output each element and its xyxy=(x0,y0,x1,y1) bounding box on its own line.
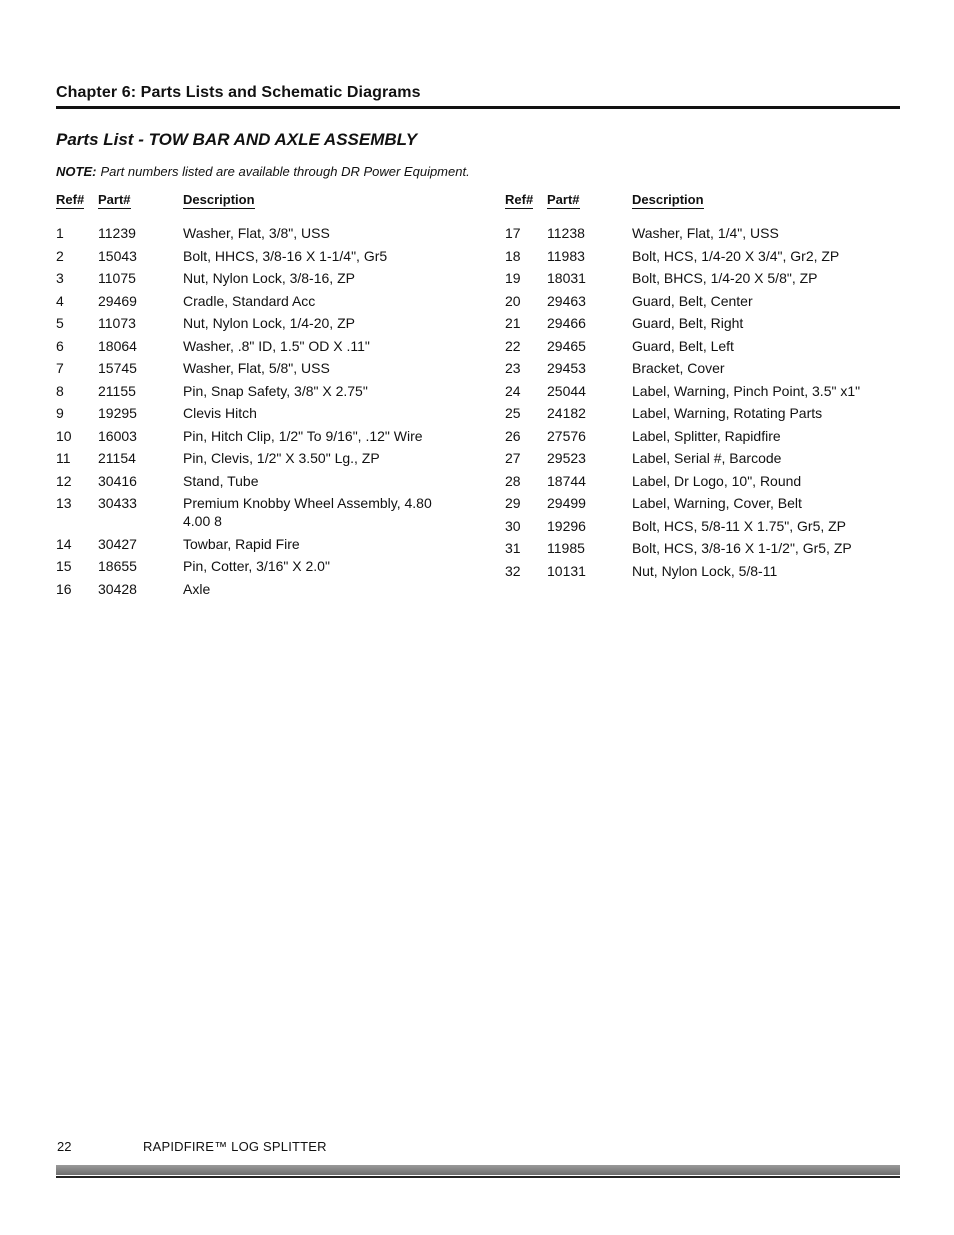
ref-cell: 23 xyxy=(505,360,521,376)
table-row xyxy=(56,404,456,427)
ref-cell: 12 xyxy=(56,472,72,489)
chapter-divider xyxy=(56,106,900,109)
part-number-cell: 15043 xyxy=(98,247,137,264)
table-row xyxy=(505,472,900,495)
ref-cell: 5 xyxy=(56,315,64,331)
ref-cell: 22 xyxy=(505,337,521,354)
part-number-cell: 11075 xyxy=(98,270,136,286)
table-row xyxy=(505,247,900,270)
ref-cell: 13 xyxy=(56,495,72,511)
table-header xyxy=(505,192,900,218)
part-number-cell: 11238 xyxy=(547,225,585,241)
table-row xyxy=(56,449,456,472)
part-number-cell: 11983 xyxy=(547,247,585,264)
description-cell: Guard, Belt, Center xyxy=(632,292,753,309)
description-cell: Nut, Nylon Lock, 5/8-11 xyxy=(632,562,778,579)
ref-cell: 10 xyxy=(56,427,72,444)
table-row xyxy=(56,337,456,360)
ref-cell: 3 xyxy=(56,270,64,286)
description-cell: Towbar, Rapid Fire xyxy=(183,535,300,552)
ref-cell: 24 xyxy=(505,382,521,399)
description-cell: Label, Dr Logo, 10", Round xyxy=(632,472,802,489)
ref-cell: 18 xyxy=(505,247,521,264)
ref-cell: 2 xyxy=(56,247,64,264)
header-ref: Ref# xyxy=(56,192,85,207)
description-cell: Pin, Cotter, 3/16" X 2.0" xyxy=(183,558,330,574)
table-row xyxy=(505,224,900,247)
ref-cell: 25 xyxy=(505,405,521,421)
ref-cell: 4 xyxy=(56,292,64,309)
part-number-cell: 18064 xyxy=(98,337,137,354)
description-cell: Pin, Clevis, 1/2" X 3.50" Lg., ZP xyxy=(183,450,380,466)
table-row xyxy=(505,292,900,315)
table-row xyxy=(505,404,900,427)
part-number-cell: 29469 xyxy=(98,292,137,309)
note xyxy=(56,164,470,179)
header-description: Description xyxy=(632,192,704,207)
description-cell: Bolt, BHCS, 1/4-20 X 5/8", ZP xyxy=(632,270,818,286)
parts-table-left xyxy=(56,192,456,602)
table-row xyxy=(505,427,900,450)
table-row xyxy=(505,382,900,405)
description-cell: Washer, Flat, 5/8", USS xyxy=(183,360,330,376)
description-cell: Washer, .8" ID, 1.5" OD X .11" xyxy=(183,337,370,354)
part-number-cell: 18655 xyxy=(98,558,137,574)
part-number-cell: 27576 xyxy=(547,427,586,444)
table-row xyxy=(505,494,900,517)
ref-cell: 27 xyxy=(505,450,521,466)
ref-cell: 21 xyxy=(505,315,521,331)
part-number-cell: 29453 xyxy=(547,360,586,376)
description-cell: Bolt, HCS, 5/8-11 X 1.75", Gr5, ZP xyxy=(632,517,847,534)
table-row xyxy=(56,314,456,337)
header-ref: Ref# xyxy=(505,192,534,207)
part-number-cell: 11239 xyxy=(98,225,136,241)
table-row xyxy=(56,292,456,315)
footer-bar xyxy=(56,1165,900,1175)
description-cell: Bolt, HCS, 1/4-20 X 3/4", Gr2, ZP xyxy=(632,247,840,264)
table-row xyxy=(505,337,900,360)
part-number-cell: 29465 xyxy=(547,337,586,354)
description-cell: Bracket, Cover xyxy=(632,360,725,376)
table-row xyxy=(56,557,456,580)
ref-cell: 28 xyxy=(505,472,521,489)
header-part: Part# xyxy=(547,192,580,207)
table-row xyxy=(505,269,900,292)
description-cell: Label, Warning, Rotating Parts xyxy=(632,405,823,421)
ref-cell: 26 xyxy=(505,427,521,444)
ref-cell: 32 xyxy=(505,562,521,579)
ref-cell: 8 xyxy=(56,382,64,399)
ref-cell: 30 xyxy=(505,517,521,534)
part-number-cell: 18744 xyxy=(547,472,586,489)
part-number-cell: 21155 xyxy=(98,382,136,399)
table-row xyxy=(56,224,456,247)
description-cell: Axle xyxy=(183,580,211,597)
parts-rows-left xyxy=(56,224,456,602)
parts-table-right xyxy=(505,192,900,584)
table-row xyxy=(56,427,456,450)
table-row xyxy=(56,472,456,495)
table-row xyxy=(505,314,900,337)
parts-rows-right xyxy=(505,224,900,584)
table-row xyxy=(505,517,900,540)
part-number-cell: 21154 xyxy=(98,450,136,466)
ref-cell: 20 xyxy=(505,292,521,309)
ref-cell: 16 xyxy=(56,580,72,597)
description-cell: Nut, Nylon Lock, 1/4-20, ZP xyxy=(183,315,355,331)
page-number: 22 xyxy=(57,1139,72,1154)
part-number-cell: 29523 xyxy=(547,450,586,466)
description-cell: Premium Knobby Wheel Assembly, 4.80 4.00 8 xyxy=(183,495,432,529)
part-number-cell: 30433 xyxy=(98,495,137,511)
ref-cell: 14 xyxy=(56,535,72,552)
description-cell: Guard, Belt, Left xyxy=(632,337,734,354)
ref-cell: 17 xyxy=(505,225,521,241)
table-row xyxy=(56,580,456,603)
ref-cell: 1 xyxy=(56,225,64,241)
section-title: Parts List - TOW BAR AND AXLE ASSEMBLY xyxy=(56,130,418,149)
part-number-cell: 30427 xyxy=(98,535,137,552)
part-number-cell: 16003 xyxy=(98,427,137,444)
description-cell: Guard, Belt, Right xyxy=(632,315,744,331)
part-number-cell: 18031 xyxy=(547,270,586,286)
description-cell: Pin, Snap Safety, 3/8" X 2.75" xyxy=(183,382,368,399)
table-row xyxy=(56,494,456,535)
part-number-cell: 24182 xyxy=(547,405,586,421)
ref-cell: 29 xyxy=(505,495,521,511)
description-cell: Nut, Nylon Lock, 3/8-16, ZP xyxy=(183,270,355,286)
part-number-cell: 29463 xyxy=(547,292,586,309)
description-cell: Clevis Hitch xyxy=(183,405,257,421)
part-number-cell: 30416 xyxy=(98,472,137,489)
description-cell: Label, Warning, Pinch Point, 3.5" x1" xyxy=(632,382,861,399)
description-cell: Bolt, HCS, 3/8-16 X 1-1/2", Gr5, ZP xyxy=(632,540,852,556)
ref-cell: 11 xyxy=(56,450,71,466)
part-number-cell: 15745 xyxy=(98,360,137,376)
note-text: Part numbers listed are available through DR Power Equipment. xyxy=(100,164,470,179)
ref-cell: 31 xyxy=(505,540,521,556)
table-row xyxy=(56,247,456,270)
table-row xyxy=(56,382,456,405)
description-cell: Label, Serial #, Barcode xyxy=(632,450,782,466)
description-cell: Label, Warning, Cover, Belt xyxy=(632,495,802,511)
table-row xyxy=(505,359,900,382)
part-number-cell: 11073 xyxy=(98,315,136,331)
description-cell: Stand, Tube xyxy=(183,472,259,489)
part-number-cell: 11985 xyxy=(547,540,585,556)
table-row xyxy=(56,535,456,558)
part-number-cell: 25044 xyxy=(547,382,586,399)
ref-cell: 9 xyxy=(56,405,64,421)
part-number-cell: 19295 xyxy=(98,405,137,421)
footer-product-title: RAPIDFIRE™ LOG SPLITTER xyxy=(143,1139,327,1154)
header-part: Part# xyxy=(98,192,131,207)
description-cell: Label, Splitter, Rapidfire xyxy=(632,427,781,444)
part-number-cell: 30428 xyxy=(98,580,137,597)
description-cell: Washer, Flat, 3/8", USS xyxy=(183,225,330,241)
ref-cell: 19 xyxy=(505,270,521,286)
chapter-heading: Chapter 6: Parts Lists and Schematic Diagrams xyxy=(56,84,421,101)
table-row xyxy=(505,539,900,562)
table-row xyxy=(56,269,456,292)
description-cell: Cradle, Standard Acc xyxy=(183,292,316,309)
note-label: NOTE: xyxy=(56,164,97,179)
header-description: Description xyxy=(183,192,255,207)
part-number-cell: 19296 xyxy=(547,517,586,534)
table-header xyxy=(56,192,456,218)
table-row xyxy=(505,562,900,585)
ref-cell: 7 xyxy=(56,360,64,376)
ref-cell: 6 xyxy=(56,337,64,354)
table-row xyxy=(56,359,456,382)
description-cell: Pin, Hitch Clip, 1/2" To 9/16", .12" Wire xyxy=(183,427,423,444)
footer-divider xyxy=(56,1176,900,1178)
part-number-cell: 29466 xyxy=(547,315,586,331)
description-cell: Washer, Flat, 1/4", USS xyxy=(632,225,779,241)
ref-cell: 15 xyxy=(56,558,72,574)
table-row xyxy=(505,449,900,472)
part-number-cell: 10131 xyxy=(547,562,586,579)
part-number-cell: 29499 xyxy=(547,495,586,511)
description-cell: Bolt, HHCS, 3/8-16 X 1-1/4", Gr5 xyxy=(183,247,388,264)
